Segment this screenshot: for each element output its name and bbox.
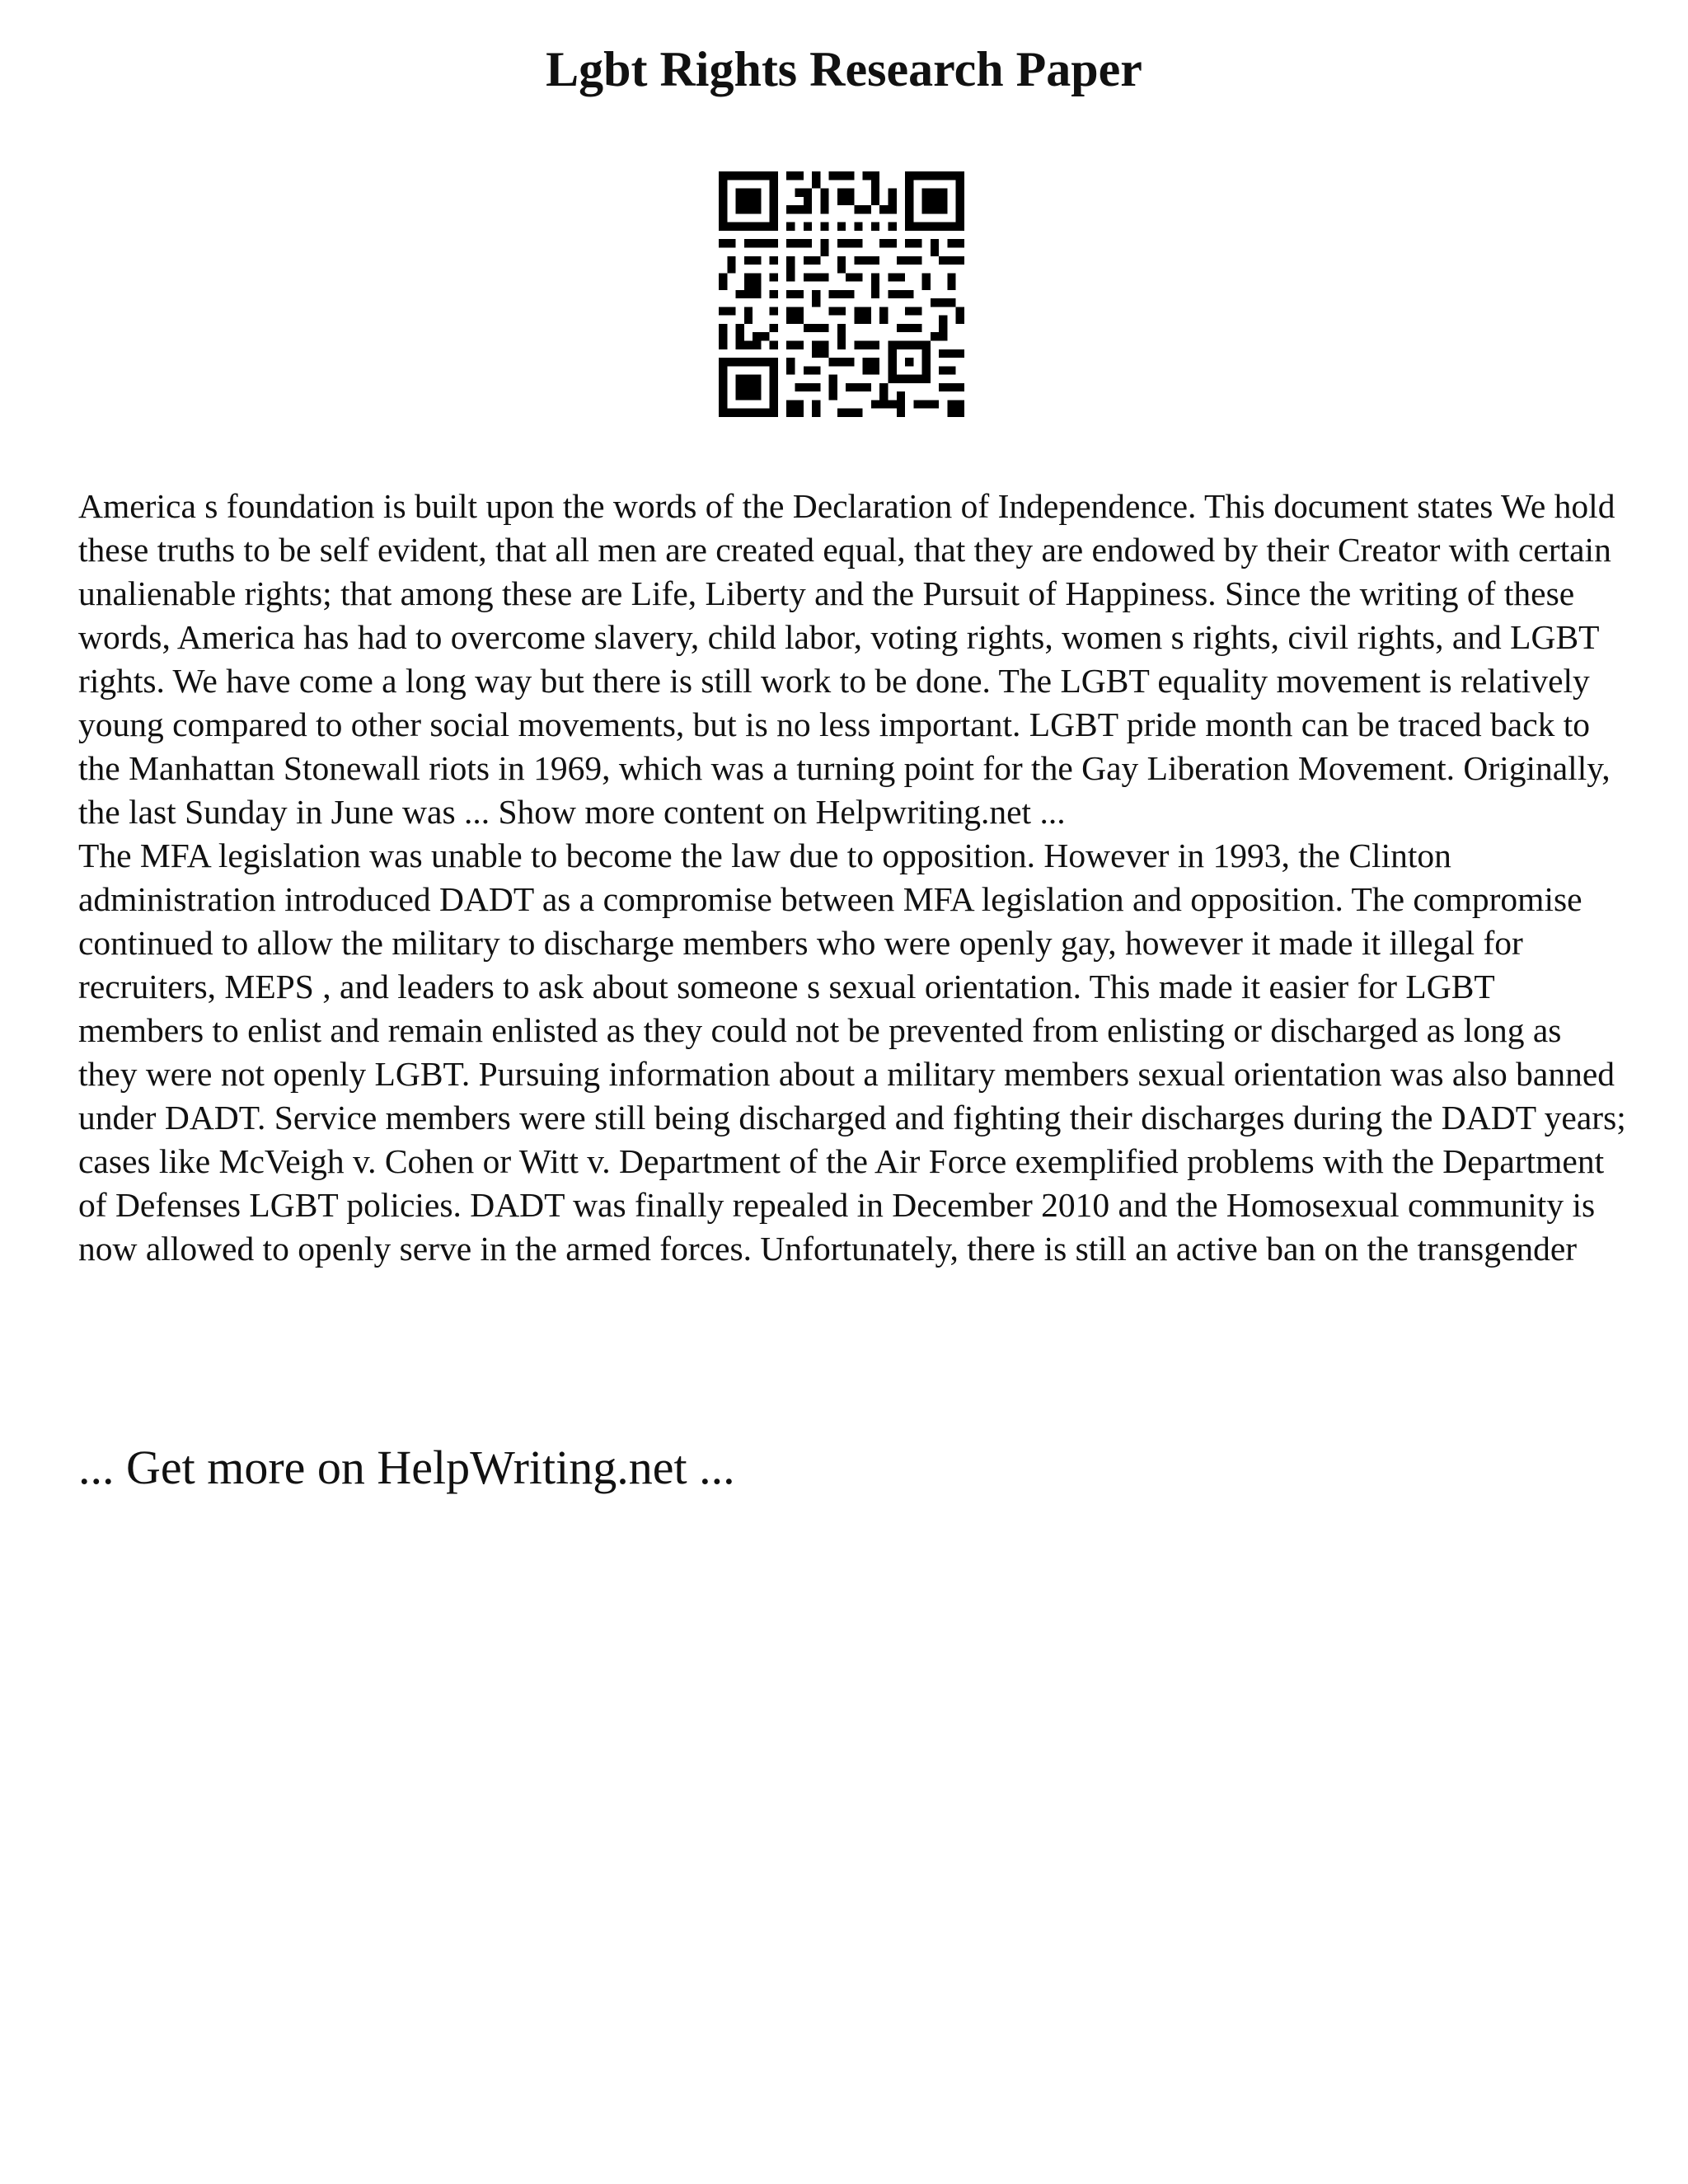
qr-code-icon (719, 171, 964, 417)
page-title: Lgbt Rights Research Paper (546, 42, 1142, 96)
paragraph-2: The MFA legislation was unable to become the law due to opposition. However in 1993, the Clinton administration introduced DADT as a compromise between MFA legislation and opposition. The compromise continued to allow the military to discharge members who were openly gay, however it made it illegal for recruiters, MEPS , and leaders to ask about someone s sexual orientation. This made it easier for LGBT members to enlist and remain enlisted as they could not be prevented from enlisting or discharged as long as they were not openly LGBT. Pursuing information about a military members sexual orientation was also banned under DADT. Service members were still being discharged and fighting their discharges during the DADT years; cases like McVeigh v. Cohen or Witt v. Department of the Air Force exemplified problems with the Department of Defenses LGBT policies. DADT was finally repealed in December 2010 and the Homosexual community is now allowed to openly serve in the armed forces. Unfortunately, there is still an active ban on the transgender (78, 837, 1626, 1268)
article-body (78, 485, 1628, 1271)
paragraph-1: America s foundation is built upon the words of the Declaration of Independence. This document states We hold these truths to be self evident, that all men are created equal, that they are endowed by their Creator with certain unalienable rights; that among these are Life, Liberty and the Pursuit of Happiness. Since the writing of these words, America has had to overcome slavery, child labor, voting rights, women s rights, civil rights, and LGBT rights. We have come a long way but there is still work to be done. The LGBT equality movement is relatively young compared to other social movements, but is no less important. LGBT pride month can be traced back to the Manhattan Stonewall riots in 1969, which was a turning point for the Gay Liberation Movement. Originally, the last Sunday in June was ... Show more content on Helpwriting.net ... (78, 487, 1615, 831)
get-more-link[interactable]: ... Get more on HelpWriting.net ... (78, 1441, 735, 1494)
